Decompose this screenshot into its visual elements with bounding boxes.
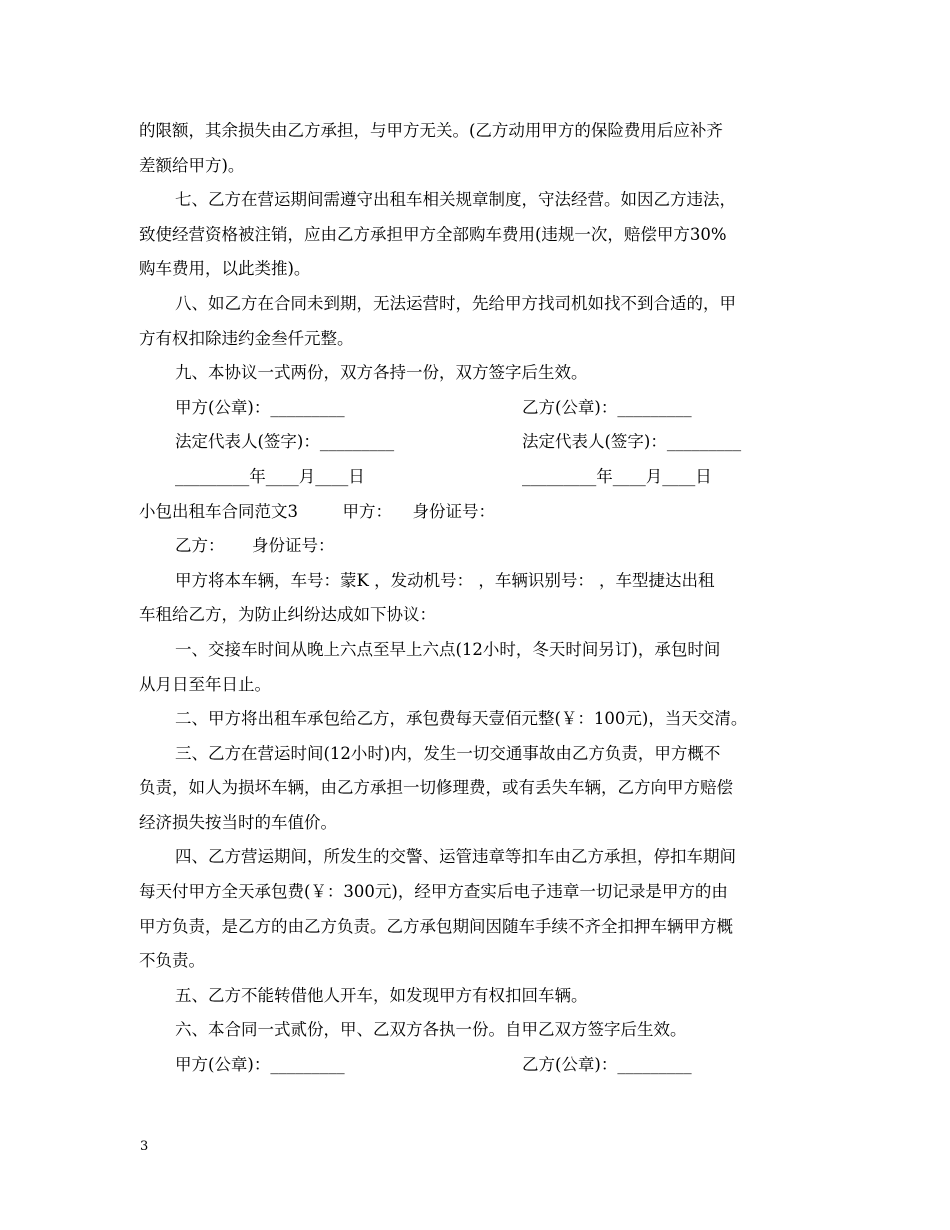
signature-row-representative <box>139 425 815 460</box>
party-a-id-label: 身份证号： <box>412 501 495 521</box>
party-b-date-field: _________年____月____日 <box>522 466 712 486</box>
text-line: 每天付甲方全天承包费(￥：300元)，经甲方查实后电子违章一切记录是甲方的由 <box>139 882 728 902</box>
signature-row-date <box>139 460 815 495</box>
paragraph <box>139 737 815 841</box>
document-body <box>139 114 815 1083</box>
text-line: 的限额，其余损失由乙方承担，与甲方无关。(乙方动用甲方的保险费用后应补齐 <box>139 121 723 140</box>
text-line: 一、交接车时间从晚上六点至早上六点(12小时，冬天时间另订)，承包时间 <box>175 639 721 659</box>
text-line: 七、乙方在营运期间需遵守出租车相关规章制度，守法经营。如因乙方违法， <box>175 190 736 210</box>
contract-heading-line <box>139 495 815 530</box>
party-a-date-field: _________年____月____日 <box>175 466 365 486</box>
text-line: 甲方负责，是乙方的由乙方负责。乙方承包期间因随车手续不齐全扣押车辆甲方概 <box>139 916 733 936</box>
signature-row-seal-2 <box>139 1048 815 1083</box>
paragraph <box>139 840 815 978</box>
text-line: 不负责。 <box>139 951 205 971</box>
text-line: 八、如乙方在合同未到期，无法运营时，先给甲方找司机如找不到合适的，甲 <box>175 293 736 313</box>
paragraph <box>139 287 815 356</box>
text-line: 致使经营资格被注销，应由乙方承担甲方全部购车费用(违规一次，赔偿甲方30% <box>139 224 727 244</box>
text-line: 车租给乙方，为防止纠纷达成如下协议： <box>139 605 436 625</box>
text-line: 四、乙方营运期间，所发生的交警、运管违章等扣车由乙方承担，停扣车期间 <box>175 847 736 867</box>
party-b-line <box>139 529 815 564</box>
signature-row-seal <box>139 391 815 426</box>
paragraph <box>139 1013 815 1048</box>
party-a-representative-field: 法定代表人(签字)：_________ <box>175 432 395 452</box>
paragraph <box>139 702 815 737</box>
paragraph <box>139 564 815 633</box>
party-b-id-label: 身份证号： <box>252 536 335 556</box>
text-line: 从月日至年日止。 <box>139 674 271 694</box>
paragraph <box>139 356 815 391</box>
text-line: 方有权扣除违约金叁仟元整。 <box>139 328 354 348</box>
paragraph <box>139 633 815 702</box>
party-a-seal-field: 甲方(公章)：_________ <box>175 397 345 417</box>
text-line: 差额给甲方)。 <box>139 155 245 175</box>
paragraph <box>139 114 815 183</box>
text-line: 三、乙方在营运时间(12小时)内，发生一切交通事故由乙方负责，甲方概不 <box>175 743 721 763</box>
text-line: 经济损失按当时的车值价。 <box>139 812 337 832</box>
page-number: 3 <box>140 1139 149 1154</box>
paragraph <box>139 183 815 287</box>
paragraph <box>139 979 815 1014</box>
party-a-seal-field: 甲方(公章)：_________ <box>175 1055 345 1075</box>
text-line: 五、乙方不能转借他人开车，如发现甲方有权扣回车辆。 <box>175 985 588 1005</box>
party-b-seal-field: 乙方(公章)：_________ <box>522 397 692 417</box>
party-b-seal-field: 乙方(公章)：_________ <box>522 1055 692 1075</box>
text-line: 负责，如人为损坏车辆，由乙方承担一切修理费，或有丢失车辆，乙方向甲方赔偿 <box>139 778 733 798</box>
text-line: 六、本合同一式贰份，甲、乙双方各执一份。自甲乙双方签字后生效。 <box>175 1020 687 1040</box>
text-line: 购车费用，以此类推)。 <box>139 259 311 279</box>
party-a-label: 甲方： <box>342 501 392 521</box>
party-b-representative-field: 法定代表人(签字)：_________ <box>522 432 742 452</box>
text-line: 甲方将本车辆，车号：蒙K ，发动机号： ，车辆识别号： ，车型捷达出租 <box>175 570 715 590</box>
party-b-label: 乙方： <box>175 536 225 556</box>
text-line: 九、本协议一式两份，双方各持一份，双方签字后生效。 <box>175 363 588 383</box>
text-line: 二、甲方将出租车承包给乙方，承包费每天壹佰元整(￥：100元)，当天交清。 <box>175 709 748 729</box>
contract-title: 小包出租车合同范文3 <box>139 501 298 521</box>
